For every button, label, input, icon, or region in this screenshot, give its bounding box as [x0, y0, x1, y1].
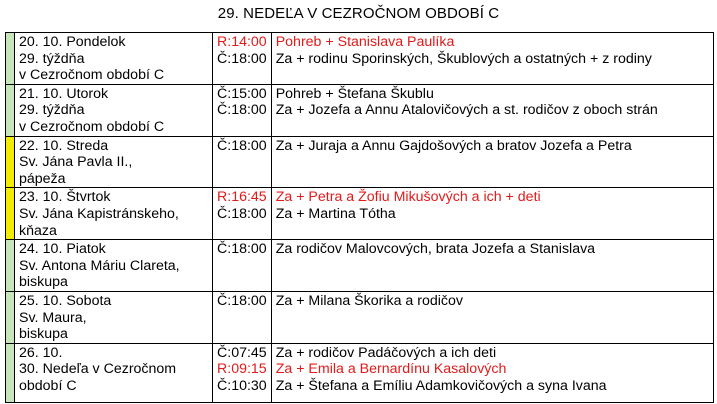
day-line: 26. 10. [19, 344, 63, 361]
day-line: biskupa [19, 326, 68, 343]
day-line: kňaza [19, 222, 57, 239]
mass-schedule-table [5, 32, 714, 403]
day-line: Sv. Maura, [19, 309, 87, 326]
mass-time: Č:07:45 [217, 344, 267, 361]
day-row [6, 136, 714, 188]
mass-time: Č:18:00 [217, 205, 267, 222]
mass-intention: Za + Petra a Žofiu Mikušových a ich + deti [275, 189, 541, 206]
day-line: 20. 10. Pondelok [19, 34, 126, 50]
day-row [6, 188, 714, 240]
time-cell [213, 33, 272, 85]
day-row [6, 343, 714, 402]
intention-cell [271, 33, 713, 85]
intention-cell [271, 291, 713, 343]
mass-time: R:14:00 [217, 34, 267, 50]
day-line: 30. Nedeľa v Cezročnom [19, 361, 177, 378]
liturgical-color-marker [6, 188, 15, 240]
mass-time: Č:18:00 [217, 50, 267, 67]
liturgical-color-marker [6, 136, 15, 188]
intention-cell [271, 188, 713, 240]
day-line: Sv. Jána Pavla II., [19, 154, 133, 171]
day-line: v Cezročnom období C [19, 118, 165, 135]
day-cell [15, 291, 213, 343]
day-cell [15, 84, 213, 136]
day-line: 29. týždňa [19, 50, 85, 67]
day-line: 24. 10. Piatok [19, 241, 106, 258]
mass-intention: Za + Martina Tótha [275, 205, 396, 222]
day-line: 22. 10. Streda [19, 137, 109, 154]
mass-time: R:16:45 [217, 189, 267, 206]
mass-time: R:09:15 [217, 361, 267, 378]
mass-time: Č:18:00 [217, 292, 267, 309]
time-cell [213, 291, 272, 343]
intention-cell [271, 84, 713, 136]
mass-time: Č:15:00 [217, 85, 267, 102]
day-line: 25. 10. Sobota [19, 292, 112, 309]
day-cell [15, 343, 213, 402]
liturgical-color-marker [6, 291, 15, 343]
mass-time: Č:18:00 [217, 241, 267, 258]
day-line: v Cezročnom období C [19, 67, 165, 84]
time-cell [213, 188, 272, 240]
mass-intention: Za + Milana Škorika a rodičov [275, 292, 463, 309]
day-line: Sv. Jána Kapistránskeho, [19, 205, 179, 222]
page-title: 29. NEDEĽA V CEZROČNOM OBDOBÍ C [217, 5, 500, 22]
day-line: období C [19, 377, 77, 394]
liturgical-color-marker [6, 84, 15, 136]
day-cell [15, 136, 213, 188]
day-cell [15, 188, 213, 240]
intention-cell [271, 240, 713, 292]
day-line: Sv. Antona Máriu Clareta, [19, 257, 180, 274]
mass-intention: Za + Štefana a Emíliu Adamkovičových a syna Ivana [275, 377, 607, 394]
mass-intention: Za + Juraja a Annu Gajdošových a bratov Jozefa a Petra [275, 137, 632, 154]
mass-time: Č:10:30 [217, 377, 267, 394]
time-cell [213, 136, 272, 188]
intention-cell [271, 136, 713, 188]
liturgical-color-marker [6, 240, 15, 292]
mass-intention: Za rodičov Malovcových, brata Jozefa a Stanislava [275, 241, 596, 258]
mass-time: Č:18:00 [217, 137, 267, 154]
liturgical-color-marker [6, 33, 15, 85]
mass-intention: Pohreb + Štefana Škublu [275, 85, 434, 102]
mass-intention: Za + rodinu Sporinských, Škublových a ostatných + z rodiny [275, 50, 652, 67]
day-line: pápeža [19, 170, 66, 187]
intention-cell [271, 343, 713, 402]
mass-intention: Za + Emila a Bernardínu Kasalových [275, 361, 507, 378]
day-row [6, 240, 714, 292]
day-line: 23. 10. Štvrtok [19, 189, 111, 206]
mass-intention: Za + rodičov Padáčových a ich deti [275, 344, 497, 361]
time-cell [213, 343, 272, 402]
day-row [6, 84, 714, 136]
mass-time: Č:18:00 [217, 102, 267, 119]
liturgical-color-marker [6, 343, 15, 402]
mass-intention: Za + Jozefa a Annu Atalovičových a st. rodičov z oboch strán [275, 102, 658, 119]
time-cell [213, 84, 272, 136]
day-cell [15, 240, 213, 292]
day-cell [15, 33, 213, 85]
day-row [6, 291, 714, 343]
day-line: 29. týždňa [19, 102, 85, 119]
day-line: biskupa [19, 274, 68, 291]
day-line: 21. 10. Utorok [19, 85, 109, 102]
time-cell [213, 240, 272, 292]
day-row [6, 33, 714, 85]
mass-intention: Pohreb + Stanislava Paulíka [275, 34, 455, 50]
